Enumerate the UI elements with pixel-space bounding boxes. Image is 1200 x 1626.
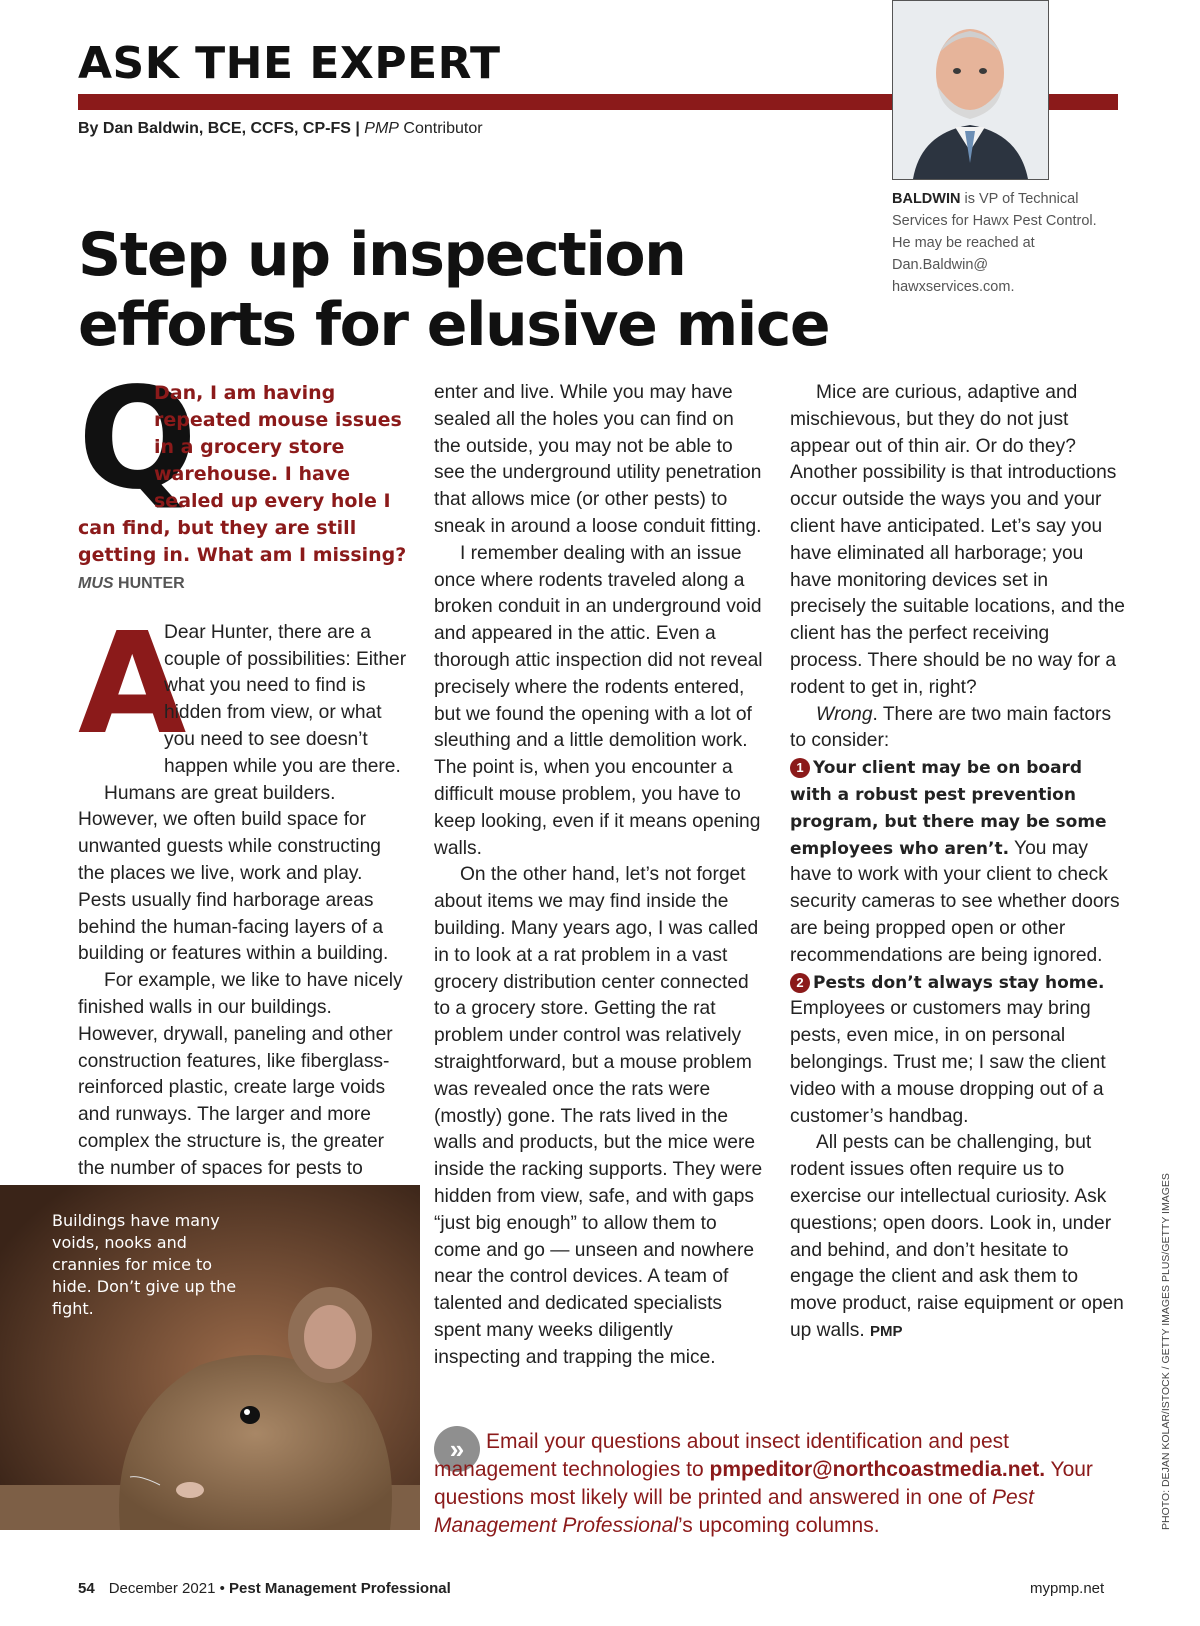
cta-text-2: Your questions most likely will be printed and answered in one of (434, 1458, 1093, 1509)
answer-block (78, 602, 408, 1183)
factor-2 (790, 970, 1125, 1131)
col2-paragraph-3: On the other hand, let’s not forget about items we may find inside the building. Many years ago, I was called in to look at a rat problem in a vast grocery distribution center connected to a grocery store. Getting the rat problem under control was relatively straightforward, but a mouse problem was revealed once the rats were (mostly) gone. The rats lived in the walls and products, but the mice were inside the racking supports. They were hidden from view, safe, and with gaps “just big enough” to allow them to come and go — unseen and nowhere near the control devices. A team of talented and dedicated specialists spent many weeks diligently inspecting and trapping the mice. (434, 864, 763, 1368)
bio-text: is VP of Technical Services for Hawx Pest Control. He may be reached at Dan.Baldwin@ hawxservices.com. (892, 191, 1097, 295)
col3-p2-rest: . There are two main factors to consider: (790, 703, 1112, 752)
question-drop-cap: Q (78, 358, 198, 521)
wrong-italic: Wrong (816, 703, 873, 725)
col3-paragraph-1: Mice are curious, adaptive and mischievous, but they do not just appear out of thin air. Or do they? Another possibility is that introductions occur outside the ways you and your client have anticipated. Let’s say you have eliminated all harborage; you have monitoring devices set in precisely the suitable locations, and the client has the perfect receiving process. There should be no way for a rodent to get in, right? (790, 382, 1125, 698)
answer-paragraph-3: For example, we like to have nicely finished walls in our buildings. However, drywall, paneling and other construction features, like fiberglass-reinforced plastic, create large voids and runways. The larger and more complex the structure is, the greater the number of spaces for pests to (78, 970, 403, 1179)
cta-publication: Pest Management Professional (434, 1486, 1035, 1537)
col2-paragraph-2: I remember dealing with an issue once where rodents traveled along a broken conduit in an underground void and appeared in the attic. Even a thorough attic inspection did not reveal precisely where the rodents entered, but we found the opening with a lot of sleuthing and a little demolition work. The point is, when you encounter a difficult mouse problem, you have to keep looking, even if it means opening walls. (434, 542, 763, 859)
byline-role: Contributor (398, 120, 483, 137)
pmp-end-mark: PMP (869, 1322, 903, 1340)
footer-publication: Pest Management Professional (229, 1580, 451, 1597)
byline (78, 120, 483, 138)
bio-name: BALDWIN (892, 191, 961, 207)
section-kicker: ASK THE EXPERT (78, 38, 501, 89)
factor-2-bold: Pests don’t always stay home. (813, 972, 1105, 993)
col2-paragraph-1: enter and live. While you may have sealed all the holes you can find on the outside, you may not be able to see the underground utility penetration that allows mice (or other pests) to sneak in around a loose conduit fitting. (434, 382, 762, 537)
question-asker (78, 571, 408, 598)
asker-name: HUNTER (113, 575, 185, 592)
footer-date: December 2021 • (108, 1580, 230, 1597)
page-number: 54 (78, 1580, 95, 1597)
answer-paragraph-2: Humans are great builders. However, we often build space for unwanted guests while constructing the places we live, work and play. Pests usually find harborage areas behind the human-facing layers of a building or features within a building. (78, 782, 389, 965)
answer-drop-cap: A (78, 602, 187, 766)
col3-paragraph-2 (790, 702, 1125, 756)
answer-paragraph-1: Dear Hunter, there are a couple of possibilities: Either what you need to find is hidden from view, or what you need to see doesn’t happen while you are there. (164, 621, 407, 777)
number-1-badge: 1 (790, 758, 810, 778)
question-text: Dan, I am having repeated mouse issues in a grocery store warehouse. I have sealed up every hole I can find, but they are still getting in. What am I missing? (78, 382, 407, 566)
author-bio (892, 188, 1102, 298)
column-3 (790, 380, 1125, 1346)
cta-block (434, 1428, 1124, 1540)
photo-caption: Buildings have many voids, nooks and crannies for mice to hide. Don’t give up the fight. (52, 1211, 237, 1318)
factor-1-bold: Your client may be on board with a robust pest prevention program, but there may be some employees who aren’t. (790, 758, 1107, 859)
photo-credit: PHOTO: DEJAN KOLAR/ISTOCK / GETTY IMAGES PLUS/GETTY IMAGES (1160, 1173, 1172, 1530)
cta-text-1: Email your questions about insect identification and pest management technologies to (434, 1430, 1009, 1481)
byline-author: By Dan Baldwin, BCE, CCFS, CP-FS | (78, 120, 365, 137)
factor-2-text: Employees or customers may bring pests, even mice, in on personal belongings. Trust me; I saw the client video with a mouse dropping out of a customer’s handbag. (790, 998, 1106, 1127)
col3-p5-text: All pests can be challenging, but rodent issues often require us to exercise our intellectual curiosity. Ask questions; open doors. Look in, under and behind, and don’t hesitate to engage the client and ask them to move product, raise equipment or open up walls. (790, 1132, 1124, 1341)
column-1 (78, 358, 408, 1183)
cta-text-3: ’s upcoming columns. (677, 1514, 880, 1537)
asker-italic: MUS (78, 575, 114, 592)
cta-email-link[interactable]: pmpeditor@northcoastmedia.net. (709, 1458, 1046, 1481)
column-2 (434, 380, 764, 1371)
author-photo (892, 0, 1049, 180)
page-footer (78, 1580, 451, 1597)
col3-paragraph-5 (790, 1130, 1125, 1345)
factor-1-text: You may have to work with your client to check security cameras to see whether doors are being propped open or other recommendations are being ignored. (790, 837, 1120, 966)
footer-url[interactable]: mypmp.net (1030, 1580, 1105, 1597)
byline-publication: PMP (364, 120, 399, 137)
article-headline: Step up inspection efforts for elusive mice (78, 220, 830, 360)
question-block (78, 358, 408, 598)
number-2-badge: 2 (790, 973, 810, 993)
double-chevron-icon: » (434, 1426, 480, 1472)
factor-1 (790, 755, 1125, 969)
